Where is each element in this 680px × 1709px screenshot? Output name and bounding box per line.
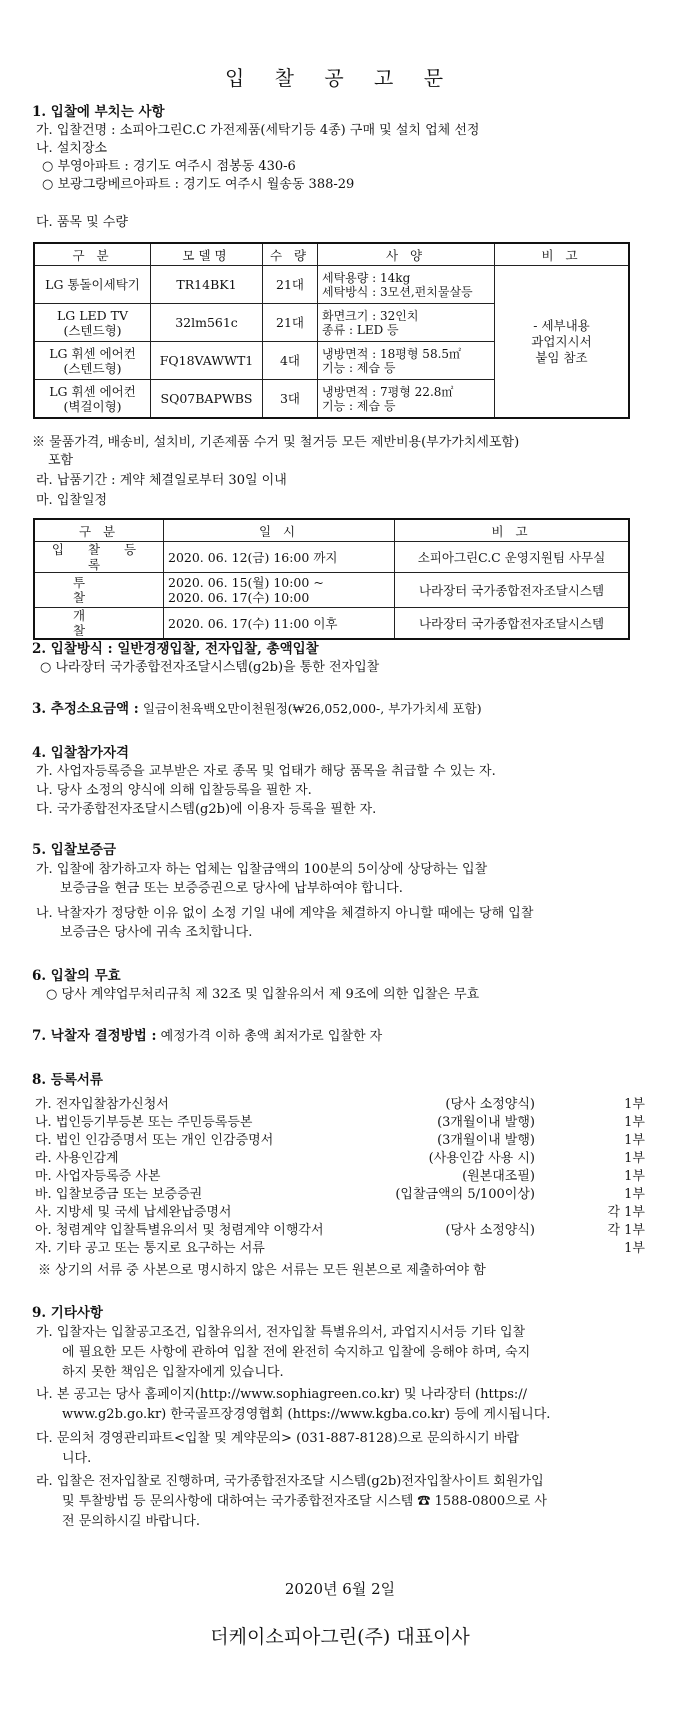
col-remark: 비 고 xyxy=(495,243,630,266)
col-category: 구 분 xyxy=(34,243,151,266)
table-row xyxy=(34,266,629,304)
row-model: SQ07BAPWBS xyxy=(151,380,263,419)
sch-note: 소피아그린C.C 운영지원팀 사무실 xyxy=(395,542,630,573)
section-5-line-4: 보증금은 당사에 귀속 조치합니다. xyxy=(60,925,253,940)
location-2: ○ 보광그랑베르아파트 : 경기도 여주시 월송동 388-29 xyxy=(42,177,355,192)
items-table xyxy=(33,242,630,419)
sch-note: 나라장터 국가종합전자조달시스템 xyxy=(395,573,630,608)
section-9-line-6: 다. 문의처 경영관리파트<입찰 및 계약문의> (031-887-8128)으로 문의하시기 바랍 xyxy=(36,1431,519,1446)
section-9-line-8: 라. 입찰은 전자입찰로 진행하며, 국가종합전자조달 시스템(g2b)전자입찰사이트 회원가입 xyxy=(36,1474,544,1489)
section-9-line-10: 전 문의하시길 바랍니다. xyxy=(62,1514,200,1529)
issuer-signature: 더케이소피아그린(주) 대표이사 xyxy=(210,1626,470,1648)
delivery-period: 라. 납품기간 : 계약 체결일로부터 30일 이내 xyxy=(36,473,287,488)
cost-note: ※ 물품가격, 배송비, 설치비, 기존제품 수거 및 철거등 모든 제반비용(부가가치세포함) xyxy=(32,435,520,450)
row-spec: 냉방면적 : 18평형 58.5㎡ 기능 : 제습 등 xyxy=(318,342,495,380)
col-sch-note: 비 고 xyxy=(395,519,630,542)
section-4-line-2: 나. 당사 소정의 양식에 의해 입찰등록을 필한 자. xyxy=(36,783,312,798)
row-model: TR14BK1 xyxy=(151,266,263,304)
row-spec: 세탁용량 : 14kg 세탁방식 : 3모션,펀치물살등 xyxy=(318,266,495,304)
page-title: 입 찰 공 고 문 xyxy=(224,66,456,90)
cost-note-cont: 포함 xyxy=(48,453,74,468)
list-item: 바. 입찰보증금 또는 보증증권 (입찰금액의 5/100이상) 1부 xyxy=(35,1187,645,1202)
sch-type: 개 찰 xyxy=(34,608,164,640)
row-category: LG 휘센 에어컨 (벽걸이형) xyxy=(34,380,151,419)
section-9-line-9: 및 투찰방법 등 문의사항에 대하여는 국가종합전자조달 시스템 ☎ 1588-0800으로 사 xyxy=(62,1494,547,1509)
row-category: LG LED TV (스텐드형) xyxy=(34,304,151,342)
sch-time: 2020. 06. 15(월) 10:00 ~ 2020. 06. 17(수) 10:00 xyxy=(164,573,395,608)
items-table-header xyxy=(34,243,629,266)
section-1-heading: 1. 입찰에 부치는 사항 xyxy=(32,104,165,120)
sch-time: 2020. 06. 17(수) 11:00 이후 xyxy=(164,608,395,640)
col-qty: 수 량 xyxy=(263,243,318,266)
section-9-line-1: 가. 입찰자는 입찰공고조건, 입찰유의서, 전자입찰 특별유의서, 과업지시서등 기타 입찰 xyxy=(36,1325,526,1340)
sch-note: 나라장터 국가종합전자조달시스템 xyxy=(395,608,630,640)
list-item: 자. 기타 공고 또는 통지로 요구하는 서류 1부 xyxy=(35,1241,645,1256)
row-spec: 냉방면적 : 7평형 22.8㎡ 기능 : 제습 등 xyxy=(318,380,495,419)
schedule-table xyxy=(33,518,630,640)
table-row xyxy=(34,608,629,640)
section-6-line: ○ 당사 계약업무처리규칙 제 32조 및 입찰유의서 제 9조에 의한 입찰은 무효 xyxy=(46,987,480,1002)
col-spec: 사 양 xyxy=(318,243,495,266)
estimated-amount: 일금이천육백오만이천원정(₩26,052,000-, 부가가치세 포함) xyxy=(142,701,482,716)
sch-type: 입 찰 등 록 xyxy=(34,542,164,573)
row-qty: 21대 xyxy=(263,304,318,342)
section-3-heading: 3. 추정소요금액 : xyxy=(32,701,139,717)
section-7 xyxy=(32,1027,382,1046)
section-9-line-3: 하지 못한 책임은 입찰자에게 있습니다. xyxy=(62,1365,284,1380)
section-2-line: ○ 나라장터 국가종합전자조달시스템(g2b)을 통한 전자입찰 xyxy=(40,660,380,675)
section-4-heading: 4. 입찰참가자격 xyxy=(32,745,130,761)
remark-cell: - 세부내용 과업지시서 붙임 참조 xyxy=(495,266,630,419)
row-model: 32lm561c xyxy=(151,304,263,342)
section-5-heading: 5. 입찰보증금 xyxy=(32,842,116,858)
section-9-heading: 9. 기타사항 xyxy=(32,1305,103,1321)
col-model: 모델명 xyxy=(151,243,263,266)
documents-note: ※ 상기의 서류 중 사본으로 명시하지 않은 서류는 모든 원본으로 제출하여야 함 xyxy=(38,1263,486,1278)
section-3 xyxy=(32,700,482,719)
list-item: 다. 법인 인감증명서 또는 개인 인감증명서 (3개월이내 발행) 1부 xyxy=(35,1133,645,1148)
col-sch-type: 구 분 xyxy=(34,519,164,542)
row-qty: 3대 xyxy=(263,380,318,419)
location-label: 나. 설치장소 xyxy=(36,141,108,156)
section-7-heading: 7. 낙찰자 결정방법 : xyxy=(32,1028,157,1044)
sch-type: 투 찰 xyxy=(34,573,164,608)
section-4-line-1: 가. 사업자등록증을 교부받은 자로 종목 및 업태가 해당 품목을 취급할 수 있는 자. xyxy=(36,764,496,779)
list-item: 라. 사용인감계 (사용인감 사용 시) 1부 xyxy=(35,1151,645,1166)
section-5-line-2: 보증금을 현금 또는 보증증권으로 당사에 납부하여야 합니다. xyxy=(60,881,403,896)
document-date: 2020년 6월 2일 xyxy=(284,1580,396,1598)
table-row xyxy=(34,542,629,573)
row-spec: 화면크기 : 32인치 종류 : LED 등 xyxy=(318,304,495,342)
section-5-line-3: 나. 낙찰자가 정당한 이유 없이 소정 기일 내에 계약을 체결하지 아니할 때에는 당해 입찰 xyxy=(36,906,534,921)
section-6-heading: 6. 입찰의 무효 xyxy=(32,968,121,984)
row-category: LG 휘센 에어컨 (스텐드형) xyxy=(34,342,151,380)
section-4-line-3: 다. 국가종합전자조달시스템(g2b)에 이용자 등록을 필한 자. xyxy=(36,802,377,817)
location-1: ○ 부영아파트 : 경기도 여주시 점봉동 430-6 xyxy=(42,159,296,174)
section-9-line-5: www.g2b.go.kr) 한국골프장경영협회 (https://www.kgba.co.kr) 등에 게시됩니다. xyxy=(62,1407,551,1422)
section-7-text: 예정가격 이하 총액 최저가로 입찰한 자 xyxy=(160,1029,383,1044)
row-model: FQ18VAWWT1 xyxy=(151,342,263,380)
section-9-line-4: 나. 본 공고는 당사 홈페이지(http://www.sophiagreen.co.kr) 및 나라장터 (https:// xyxy=(36,1387,528,1402)
section-2-heading: 2. 입찰방식 : 일반경쟁입찰, 전자입찰, 총액입찰 xyxy=(32,641,319,657)
col-sch-time: 일 시 xyxy=(164,519,395,542)
section-5-line-1: 가. 입찰에 참가하고자 하는 업체는 입찰금액의 100분의 5이상에 상당하는 입찰 xyxy=(36,862,488,877)
section-9-line-7: 니다. xyxy=(62,1451,92,1466)
row-category: LG 통돌이세탁기 xyxy=(34,266,151,304)
list-item: 마. 사업자등록증 사본 (원본대조필) 1부 xyxy=(35,1169,645,1184)
section-8-heading: 8. 등록서류 xyxy=(32,1072,103,1088)
list-item: 아. 청렴계약 입찰특별유의서 및 청렴계약 이행각서 (당사 소정양식) 각 1부 xyxy=(35,1223,645,1238)
items-label: 다. 품목 및 수량 xyxy=(36,215,128,230)
schedule-label: 마. 입찰일정 xyxy=(36,493,108,508)
item-name-line: 가. 입찰건명 : 소피아그린C.C 가전제품(세탁기등 4종) 구매 및 설치 업체 선정 xyxy=(36,123,480,138)
sch-time: 2020. 06. 12(금) 16:00 까지 xyxy=(164,542,395,573)
section-9-line-2: 에 필요한 모든 사항에 관하여 입찰 전에 완전히 숙지하고 입찰에 응해야 하며, 숙지 xyxy=(62,1345,531,1360)
table-row xyxy=(34,573,629,608)
list-item: 나. 법인등기부등본 또는 주민등록등본 (3개월이내 발행) 1부 xyxy=(35,1115,645,1130)
list-item: 사. 지방세 및 국세 납세완납증명서 각 1부 xyxy=(35,1205,645,1220)
schedule-table-header xyxy=(34,519,629,542)
row-qty: 4대 xyxy=(263,342,318,380)
list-item: 가. 전자입찰참가신청서 (당사 소정양식) 1부 xyxy=(35,1097,645,1112)
row-qty: 21대 xyxy=(263,266,318,304)
